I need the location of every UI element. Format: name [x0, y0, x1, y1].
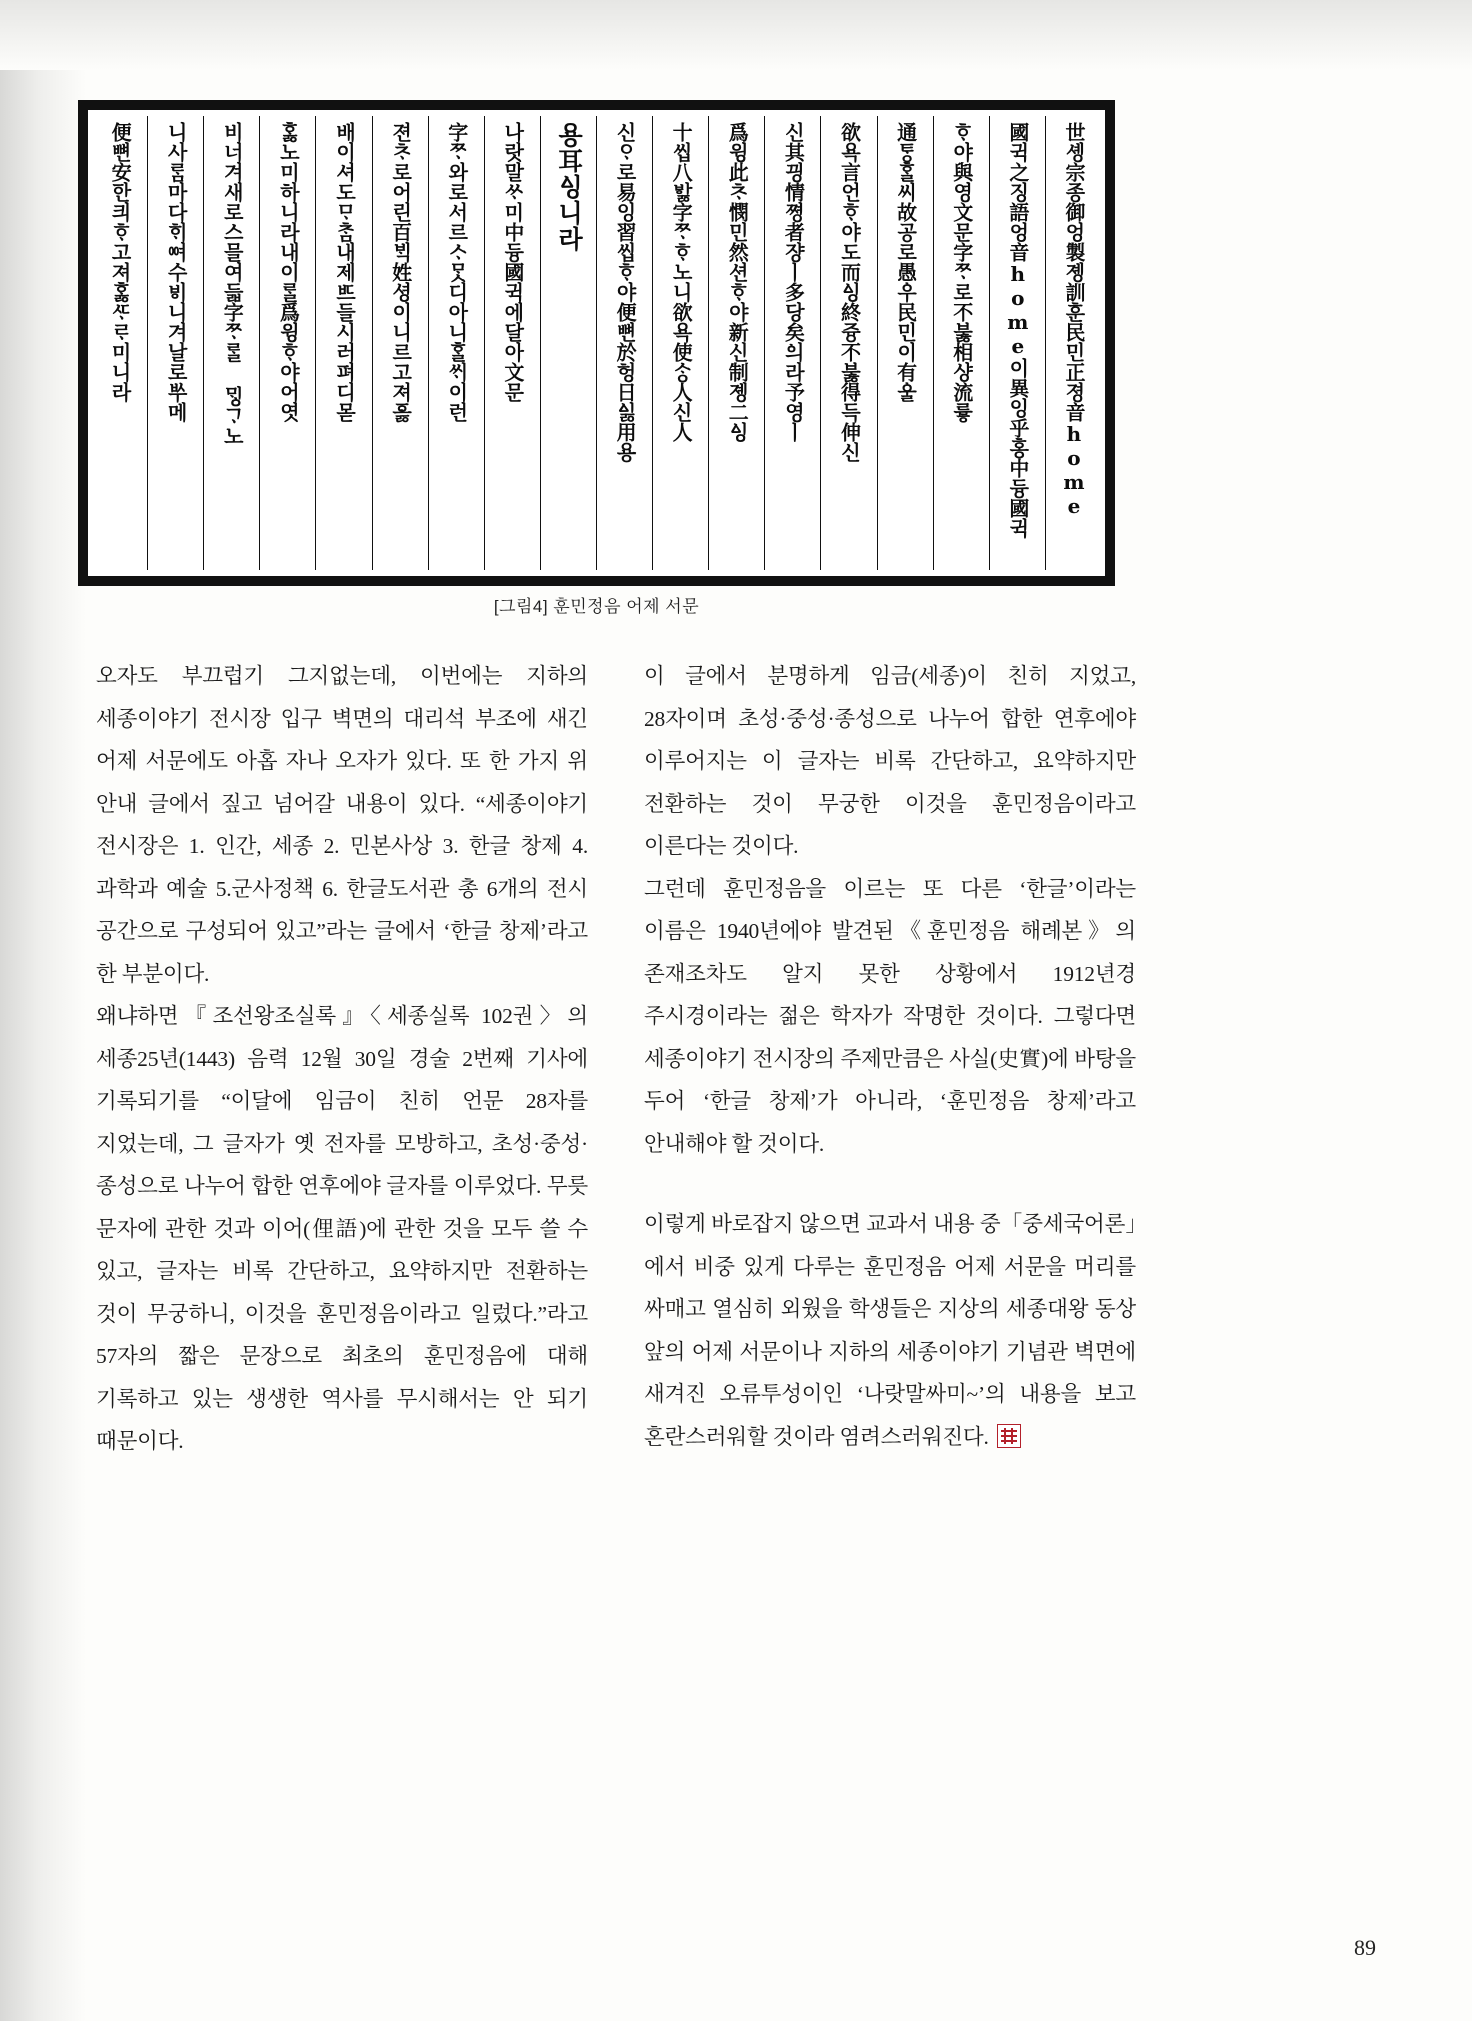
figure-column [484, 116, 540, 570]
figure-column-text: ᄒᆞᇙ노미하니라내이ᄅᆞᆯ爲윙ᄒᆞ야어엿 [276, 122, 301, 422]
figure-column-text: 신ᄋᆞ로易잉習씹ᄒᆞ야便뼌於헝日ᅀᅵᇙ用용 [613, 122, 638, 462]
figure-column-text: 용耳ᅀᅵᆼ니라 [554, 122, 584, 252]
page-number: 89 [1354, 1935, 1376, 1960]
figure-column [372, 116, 428, 570]
figure-column [596, 116, 652, 570]
paragraph: 그런데 훈민정음을 이르는 또 다른 ‘한글’이라는 이름은 1940년에야 발견된《훈민정음 해례본》의 존재조차도 알지 못한 상황에서 1912년경 주시경이라는 젊은 학자가 작명한 것이다. 그렇다면 세종이야기 전시장의 주제만큼은 사실(史實)에 바탕을 두어 ‘한글 창제’가 아니라, ‘훈민정음 창제’라고 안내해야 할 것이다. [644, 876, 1136, 1156]
figure-column-text: 通ᄐᆞᆼᄒᆞᆯ씨故공로愚ᅌᅮ民민이有ᅌᅮᆯ [893, 122, 918, 402]
figure-column [933, 116, 989, 570]
figure-column [989, 116, 1045, 570]
figure-frame [78, 100, 1115, 586]
figure-column [540, 116, 596, 570]
figure-column [92, 116, 147, 570]
figure-column-text: 니사ᄅᆞᆷ마다ᄒᆡᅇᅧ수ᄫᅵ니겨날로ᄡᅮ메 [164, 122, 189, 422]
figure-column [315, 116, 371, 570]
paragraph: 이 글에서 분명하게 임금(세종)이 친히 지었고, 28자이며 초성·중성·종성으로 나누어 합한 연후에야 이루어지는 이 글자는 비록 간단하고, 요약하지만 전환하는 것이 무궁한 이것을 훈민정음이라고 이른다는 것이다. [644, 664, 1136, 858]
figure-column-text: 國귁之징語엉音home이異잉乎홍中듕國귁 [1005, 122, 1030, 538]
paragraph: 왜냐하면『조선왕조실록』〈세종실록 102권〉의 세종25년(1443) 음력 12월 30일 경술 2번째 기사에 기록되기를 “이달에 임금이 친히 언문 28자를 지었는데, 그 글자가 옛 전자를 모방하고, 초성·중성·종성으로 나누어 합한 연후에야 글자를 이루었다. 무릇 문자에 관한 것과 이어(俚語)에 관한 것을 모두 쓸 수 있고, 글자는 비록 간단하고, 요약하지만 전환하는 것이 무궁하니, 이것을 훈민정음이라고 일렀다.”라고 57자의 짧은 문장으로 최초의 훈민정음에 대해 기록하고 있는 생생한 역사를 무시해서는 안 되기 때문이다. [96, 1004, 588, 1453]
figure-column-text: 字ᄍᆞ와로서르ᄉᆞᄆᆞᆺ디아니ᄒᆞᆯᄊᆡ이런 [444, 122, 469, 422]
figure-column [428, 116, 484, 570]
figure-column-text: 便뼌安ᅙᅡᆫ킈ᄒᆞ고져ᄒᆞᇙᄯᆞᄅᆞ미니라 [108, 122, 133, 402]
body-text-columns [96, 655, 1136, 1455]
seal-icon [997, 1424, 1021, 1448]
body-column-left [96, 655, 588, 1455]
figure-column-text: 欲욕言언ᄒᆞ야도而ᅀᅵᆼ終즁不붏得득伸신 [837, 122, 862, 462]
figure-column-text: 신其끵情쪙者쟝ㅣ多당矣ᅌᅴ라予영ㅣ [781, 122, 806, 442]
figure-column [1045, 116, 1101, 570]
figure-column-text: 世솅宗종御엉製졩訓훈民민正졍音home [1061, 122, 1086, 518]
figure-column-text: 十씹八ᄫᅡᇙ字ᄍᆞᄒᆞ노니欲욕使ᄉᆞᆼ人신人 [669, 122, 694, 442]
figure-column [708, 116, 764, 570]
figure-column-text: 爲윙此ᄎᆞ憫민然션ᄒᆞ야新신制졩二ᅀᅵᆼ [725, 122, 750, 442]
figure-caption: [그림4] 훈민정음 어제 서문 [493, 597, 700, 616]
figure-column [820, 116, 876, 570]
paragraph: 오자도 부끄럽기 그지없는데, 이번에는 지하의 세종이야기 전시장 입구 벽면의 대리석 부조에 새긴 어제 서문에도 아홉 자나 오자가 있다. 또 한 가지 위 안내 글에서 짚고 넘어갈 내용이 있다. “세종이야기 전시장은 1. 인간, 세종 2. 민본사상 3. 한글 창제 4. 과학과 예술 5.군사정책 6. 한글도서관 총 6개의 전시 공간으로 구성되어 있고”라는 글에서 ‘한글 창제’라고 한 부분이다. [96, 664, 588, 986]
figure-column-text: 나랏말ᄊᆞ미中듕國귁에달아文문 [500, 122, 525, 402]
scan-edge-shadow-top [0, 0, 1472, 70]
figure-column [203, 116, 259, 570]
figure-column-text: 젼ᄎᆞ로어린百ᄇᆡᆨ姓셩이니르고져ᅙᅩᇙ [388, 122, 413, 422]
figure-column-text: ᄒᆞ야與영文문字ᄍᆞ로不붏相샹流륳 [949, 122, 974, 422]
figure-column [147, 116, 203, 570]
body-column-right [644, 655, 1136, 1455]
figure-column-text: 배이셔도ᄆᆞᄎᆞᆷ내제ᄠᅳ들시러펴디몯 [332, 122, 357, 422]
paragraph-text: 이렇게 바로잡지 않으면 교과서 내용 중「중세국어론」에서 비중 있게 다루는 훈민정음 어제 서문을 머리를 싸매고 열심히 외웠을 학생들은 지상의 세종대왕 동상 앞의 어제 서문이나 지하의 세종이야기 기념관 벽면에 새겨진 오류투성이인 ‘나랏말싸미~’의 내용을 보고 혼란스러워할 것이라 염려스러워진다. [644, 1212, 1136, 1449]
figure-vertical-text-columns [88, 110, 1105, 576]
figure-column-text: 비너겨새로스믈여듧字ᄍᆞᄅᆞᆯ ᄆᆡᇰᄀᆞ노 [220, 122, 245, 446]
figure-hunminjeongeum-preface [78, 100, 1115, 586]
figure-column [764, 116, 820, 570]
figure-column [652, 116, 708, 570]
paragraph-final [644, 1203, 1136, 1458]
figure-column [259, 116, 315, 570]
figure-column [877, 116, 933, 570]
scan-edge-shadow-left [0, 0, 86, 2021]
